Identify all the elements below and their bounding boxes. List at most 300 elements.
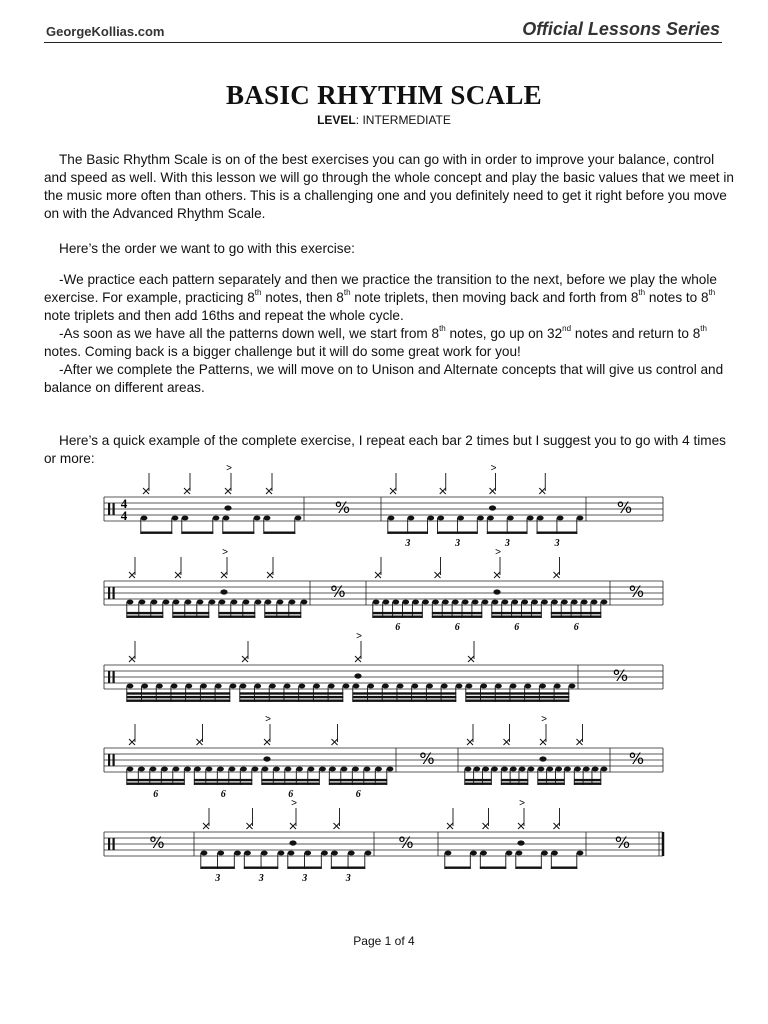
bass-note	[264, 516, 271, 521]
note-beam	[501, 783, 528, 785]
note-beam	[244, 867, 278, 869]
bass-note	[554, 684, 561, 689]
site-name: GeorgeKollias.com	[46, 24, 165, 39]
measure-repeat-icon: %	[628, 749, 645, 768]
bass-note	[141, 684, 148, 689]
bass-note	[487, 516, 494, 521]
bass-note	[528, 767, 535, 772]
bass-note	[510, 767, 517, 772]
bass-note	[561, 600, 568, 605]
note-beam	[464, 779, 491, 781]
snare-note	[539, 756, 546, 761]
hihat-note	[468, 656, 474, 662]
accent-mark: >	[495, 547, 501, 558]
bass-note	[437, 516, 444, 521]
bass-note	[197, 600, 204, 605]
time-signature-bottom: 4	[120, 508, 128, 523]
tuplet-number: 3	[258, 873, 264, 884]
tuplet-number: 3	[455, 538, 461, 549]
bass-note	[551, 851, 558, 856]
bass-note	[329, 767, 336, 772]
hihat-note	[554, 823, 560, 829]
measure-repeat-icon: %	[398, 833, 414, 852]
bass-note	[277, 600, 284, 605]
bass-note	[501, 767, 508, 772]
bass-note	[445, 851, 452, 856]
bass-note	[219, 600, 226, 605]
bass-note	[200, 684, 207, 689]
bass-note	[185, 684, 192, 689]
neutral-clef-icon	[113, 838, 115, 850]
tuplet-number: 6	[573, 622, 579, 633]
bass-note	[298, 684, 305, 689]
tuplet-number: 6	[454, 622, 460, 633]
accent-mark: >	[265, 714, 271, 725]
bass-note	[255, 600, 262, 605]
hihat-note	[266, 488, 272, 494]
hihat-note	[518, 823, 524, 829]
measure-repeat-icon: %	[628, 582, 645, 601]
hihat-note	[435, 572, 441, 578]
bass-note	[427, 516, 434, 521]
bass-note	[516, 851, 523, 856]
note-beam	[287, 867, 321, 869]
note-beam	[372, 612, 422, 614]
note-beam	[480, 867, 506, 869]
note-beam	[372, 616, 422, 618]
hihat-note	[504, 739, 510, 745]
bass-note	[364, 767, 371, 772]
tuplet-number: 6	[514, 622, 520, 633]
bass-note	[601, 767, 608, 772]
neutral-clef-icon	[113, 671, 115, 683]
bass-note	[539, 684, 546, 689]
bass-note	[243, 600, 250, 605]
bass-note	[201, 851, 208, 856]
note-beam	[465, 700, 569, 702]
bass-note	[217, 851, 224, 856]
snare-note	[224, 505, 231, 510]
bass-note	[231, 600, 238, 605]
note-beam	[432, 616, 482, 618]
bass-note	[538, 767, 545, 772]
bass-note	[387, 767, 394, 772]
note-beam	[264, 616, 301, 618]
neutral-clef-icon	[113, 587, 115, 599]
bass-note	[564, 767, 571, 772]
bass-note	[184, 767, 191, 772]
accent-mark: >	[291, 798, 297, 809]
note-beam	[239, 700, 343, 702]
bass-note	[541, 851, 548, 856]
note-beam	[264, 612, 301, 614]
bass-note	[407, 516, 414, 521]
note-beam	[464, 783, 491, 785]
bass-note	[477, 516, 484, 521]
note-beam	[194, 779, 252, 781]
bass-note	[343, 684, 350, 689]
measure-repeat-icon: %	[614, 833, 631, 852]
bass-note	[313, 684, 320, 689]
measure-repeat-icon: %	[612, 666, 629, 685]
hihat-note	[203, 823, 209, 829]
neutral-clef-icon	[108, 838, 110, 850]
note-beam	[126, 696, 230, 698]
note-beam	[263, 532, 295, 534]
bass-note	[353, 684, 360, 689]
bass-note	[537, 516, 544, 521]
bass-note	[127, 767, 134, 772]
bass-note	[456, 684, 463, 689]
hihat-note	[390, 488, 396, 494]
hihat-note	[540, 739, 546, 745]
bass-note	[383, 600, 390, 605]
bass-note	[531, 600, 538, 605]
bass-note	[382, 684, 389, 689]
note-beam	[126, 700, 230, 702]
bass-note	[470, 851, 477, 856]
neutral-clef-icon	[108, 587, 110, 599]
note-beam	[140, 532, 172, 534]
bass-note	[551, 600, 558, 605]
bass-note	[511, 600, 518, 605]
neutral-clef-icon	[108, 754, 110, 766]
note-beam	[465, 696, 569, 698]
bass-note	[592, 767, 599, 772]
hihat-note	[267, 572, 273, 578]
bass-note	[591, 600, 598, 605]
note-beam	[172, 616, 209, 618]
bass-note	[185, 600, 192, 605]
bass-note	[581, 600, 588, 605]
note-beam	[491, 612, 541, 614]
hihat-note	[184, 488, 190, 494]
bass-note	[308, 767, 315, 772]
bass-note	[172, 516, 179, 521]
measure-repeat-icon: %	[419, 749, 435, 768]
time-signature-top: 4	[120, 496, 128, 511]
bass-note	[209, 600, 216, 605]
hihat-note	[355, 656, 361, 662]
bass-note	[252, 767, 259, 772]
hihat-note	[221, 572, 227, 578]
bass-note	[254, 516, 261, 521]
bass-note	[321, 851, 328, 856]
hihat-note	[129, 739, 135, 745]
note-beam	[352, 700, 456, 702]
note-beam	[218, 616, 255, 618]
bass-note	[269, 684, 276, 689]
note-beam	[501, 779, 528, 781]
bass-note	[466, 684, 473, 689]
bass-note	[194, 767, 201, 772]
bass-note	[278, 851, 285, 856]
bass-note	[412, 600, 419, 605]
bass-note	[289, 600, 296, 605]
bass-note	[229, 767, 236, 772]
tuplet-number: 6	[355, 789, 361, 800]
note-beam	[574, 783, 601, 785]
bass-note	[182, 516, 189, 521]
note-beam	[331, 867, 365, 869]
bass-note	[397, 684, 404, 689]
hihat-note	[129, 572, 135, 578]
note-beam	[200, 867, 234, 869]
bass-note	[296, 767, 303, 772]
note-beam	[444, 867, 470, 869]
tuplet-number: 3	[215, 873, 221, 884]
snare-note	[263, 756, 270, 761]
tuplet-number: 3	[504, 538, 510, 549]
note-beam	[261, 779, 319, 781]
bass-note	[495, 684, 502, 689]
hihat-note	[554, 572, 560, 578]
neutral-clef-icon	[113, 503, 115, 515]
accent-mark: >	[541, 714, 547, 725]
hihat-note	[129, 656, 135, 662]
bass-note	[482, 600, 489, 605]
neutral-clef-icon	[108, 671, 110, 683]
bass-note	[163, 600, 170, 605]
note-beam	[352, 692, 456, 694]
note-beam	[126, 616, 163, 618]
snare-note	[493, 589, 500, 594]
bass-note	[138, 767, 145, 772]
hihat-note	[264, 739, 270, 745]
level-line: LEVEL: INTERMEDIATE	[317, 113, 451, 127]
note-beam	[551, 612, 601, 614]
bass-note	[480, 851, 487, 856]
hihat-note	[143, 488, 149, 494]
hihat-note	[375, 572, 381, 578]
bass-note	[261, 851, 268, 856]
bass-note	[546, 767, 553, 772]
bass-note	[244, 851, 251, 856]
hihat-note	[175, 572, 181, 578]
bass-note	[422, 600, 429, 605]
accent-mark: >	[356, 631, 362, 642]
bass-note	[367, 684, 374, 689]
hihat-note	[440, 488, 446, 494]
page-number: Page 1 of 4	[353, 934, 415, 948]
note-beam	[352, 696, 456, 698]
hihat-note	[494, 572, 500, 578]
hihat-note	[490, 488, 496, 494]
bass-note	[442, 600, 449, 605]
bass-note	[151, 600, 158, 605]
hihat-note	[225, 488, 231, 494]
note-beam	[126, 612, 163, 614]
note-beam	[194, 783, 252, 785]
hihat-note	[334, 823, 340, 829]
step-3: -After we complete the Patterns, we will move on to Unison and Alternate concepts that will give us control and balance on different areas.	[44, 362, 724, 395]
bass-note	[507, 516, 514, 521]
bass-note	[473, 767, 480, 772]
bass-note	[411, 684, 418, 689]
bass-note	[510, 684, 517, 689]
measure-repeat-icon: %	[334, 498, 351, 517]
note-beam	[515, 867, 541, 869]
measure-repeat-icon: %	[616, 498, 633, 517]
hihat-note	[539, 488, 545, 494]
bass-note	[569, 684, 576, 689]
bass-note	[527, 516, 534, 521]
bass-note	[341, 767, 348, 772]
bass-note	[285, 767, 292, 772]
tuplet-number: 6	[288, 789, 294, 800]
bass-note	[480, 684, 487, 689]
bass-note	[288, 851, 295, 856]
bass-note	[352, 767, 359, 772]
note-beam	[432, 612, 482, 614]
note-beam	[574, 779, 601, 781]
level-label: LEVEL	[317, 113, 356, 127]
bass-note	[284, 684, 291, 689]
bass-note	[156, 684, 163, 689]
measure-repeat-icon: %	[330, 582, 346, 601]
tuplet-number: 3	[405, 538, 411, 549]
snare-note	[289, 840, 296, 845]
bass-note	[348, 851, 355, 856]
note-beam	[551, 867, 577, 869]
note-beam	[465, 692, 569, 694]
bass-note	[217, 767, 224, 772]
hihat-note	[577, 739, 583, 745]
bass-note	[304, 851, 311, 856]
bass-note	[577, 516, 584, 521]
note-beam	[487, 532, 528, 534]
snare-note	[489, 505, 496, 510]
bass-note	[265, 600, 272, 605]
bass-note	[273, 767, 280, 772]
snare-note	[517, 840, 524, 845]
page-title: BASIC RHYTHM SCALE	[226, 80, 542, 110]
bass-note	[262, 767, 269, 772]
tuplet-number: 6	[395, 622, 401, 633]
bass-note	[452, 600, 459, 605]
note-beam	[239, 696, 343, 698]
accent-mark: >	[222, 547, 228, 558]
bass-note	[506, 851, 513, 856]
bass-note	[365, 851, 372, 856]
note-beam	[172, 612, 209, 614]
tuplet-number: 3	[302, 873, 308, 884]
bass-note	[392, 600, 399, 605]
tuplet-number: 6	[153, 789, 159, 800]
bass-note	[139, 600, 146, 605]
note-beam	[222, 532, 254, 534]
bass-note	[557, 516, 564, 521]
bass-note	[457, 516, 464, 521]
note-beam	[329, 779, 387, 781]
hihat-note	[242, 656, 248, 662]
bass-note	[521, 600, 528, 605]
bass-note	[206, 767, 213, 772]
bass-note	[541, 600, 548, 605]
bass-note	[462, 600, 469, 605]
bass-note	[432, 600, 439, 605]
bass-note	[601, 600, 608, 605]
bass-note	[472, 600, 479, 605]
bass-note	[171, 684, 178, 689]
accent-mark: >	[519, 798, 525, 809]
accent-mark: >	[226, 463, 232, 474]
bass-note	[150, 767, 157, 772]
note-beam	[387, 532, 428, 534]
note-beam	[491, 616, 541, 618]
bass-note	[331, 851, 338, 856]
bass-note	[441, 684, 448, 689]
hihat-note	[290, 823, 296, 829]
hihat-note	[332, 739, 338, 745]
accent-mark: >	[490, 463, 497, 474]
measure-repeat-icon: %	[149, 833, 165, 852]
bass-note	[491, 767, 498, 772]
bass-note	[492, 600, 499, 605]
tuplet-number: 3	[345, 873, 351, 884]
bass-note	[173, 600, 180, 605]
snare-note	[354, 673, 361, 678]
bass-note	[375, 767, 382, 772]
note-beam	[551, 616, 601, 618]
bass-note	[240, 684, 247, 689]
note-beam	[239, 692, 343, 694]
step-2: -As soon as we have all the patterns down well, we start from 8th notes, go up on 32nd notes and return to 8th notes. Coming back is a bigger challenge but it will do some great work for you!	[44, 324, 707, 359]
note-beam	[126, 692, 230, 694]
intro-text: The Basic Rhythm Scale is on of the best exercises you can go with in order to improve your balance, control and speed as well. With this lesson we will go through the whole concept and play the basic values that we meet in the music more often than others. This is a challenging one and you definitely need to get it right before you move on with the Advanced Rhythm Scale.	[44, 152, 734, 221]
bass-note	[583, 767, 590, 772]
hihat-note	[197, 739, 203, 745]
tuplet-number: 6	[220, 789, 226, 800]
snare-note	[220, 589, 227, 594]
bass-note	[223, 516, 230, 521]
bass-note	[402, 600, 409, 605]
note-beam	[537, 783, 564, 785]
bass-note	[502, 600, 509, 605]
note-beam	[537, 779, 564, 781]
bass-note	[319, 767, 326, 772]
bass-note	[230, 684, 237, 689]
bass-note	[571, 600, 578, 605]
note-beam	[261, 783, 319, 785]
note-beam	[126, 783, 184, 785]
level-value: INTERMEDIATE	[362, 113, 451, 127]
note-beam	[437, 532, 478, 534]
bass-note	[388, 516, 395, 521]
bass-note	[465, 767, 472, 772]
order-text: Here’s the order we want to go with this exercise:	[59, 241, 355, 256]
bass-note	[519, 767, 526, 772]
step-1: -We practice each pattern separately and then we practice the transition to the next, before we play the whole exercise. For example, practicing 8th notes, then 8th note triplets, then moving back and forth from 8th notes to 8th note triplets and then add 16ths and repeat the whole cycle.	[44, 272, 717, 323]
bass-note	[173, 767, 180, 772]
bass-note	[240, 767, 247, 772]
note-beam	[218, 612, 255, 614]
hihat-note	[467, 739, 473, 745]
bass-note	[482, 767, 489, 772]
bass-note	[524, 684, 531, 689]
bass-note	[426, 684, 433, 689]
bass-note	[301, 600, 308, 605]
neutral-clef-icon	[108, 503, 110, 515]
series-name: Official Lessons Series	[522, 19, 720, 39]
bass-note	[254, 684, 261, 689]
note-beam	[537, 532, 578, 534]
bass-note	[127, 684, 134, 689]
bass-note	[577, 851, 584, 856]
bass-note	[373, 600, 380, 605]
note-beam	[126, 779, 184, 781]
bass-note	[328, 684, 335, 689]
